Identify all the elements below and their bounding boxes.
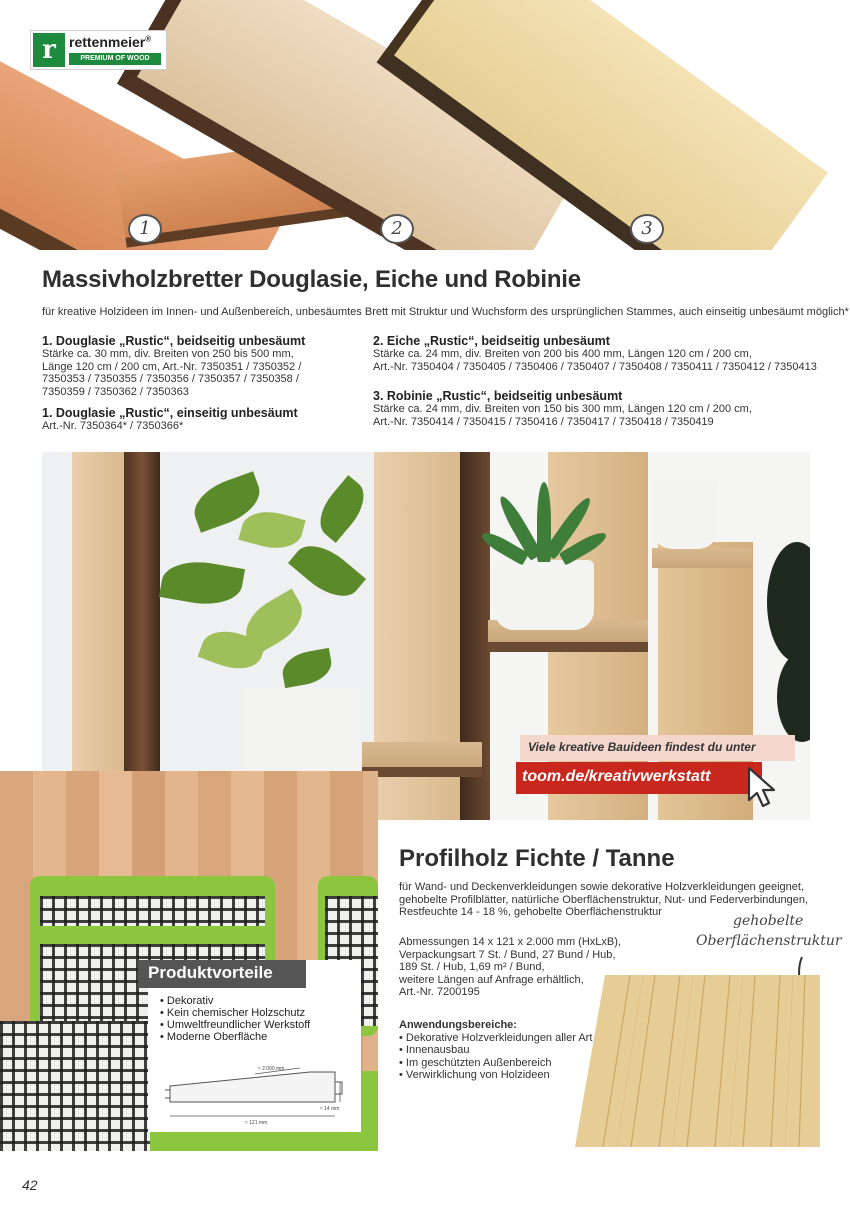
product-robinie xyxy=(373,389,752,428)
list-item: • Dekorative Holzverkleidungen aller Art xyxy=(399,1031,593,1044)
length-dimension: ≈ 2.000 mm xyxy=(258,1066,285,1072)
handwritten-note-line1: gehobelte xyxy=(733,913,804,929)
list-item: • Innenausbau xyxy=(399,1044,470,1056)
width-dimension: ≈ 121 mm xyxy=(245,1120,268,1126)
product-line: Art.-Nr. 7350404 / 7350405 / 7350406 / 7350407 / 7350408 / 7350411 / 7350412 / 7350413 xyxy=(373,360,817,373)
promo-text: Viele kreative Bauideen findest du unter xyxy=(528,740,756,754)
produktvorteile-list xyxy=(160,995,310,1043)
profilholz-title: Profilholz Fichte / Tanne xyxy=(399,845,675,872)
thickness-dimension: ≈ 14 mm xyxy=(320,1106,340,1112)
product-line: 7350359 / 7350362 / 7350363 xyxy=(42,385,189,398)
logo-mark: r xyxy=(33,33,65,67)
registered-mark: ® xyxy=(145,34,152,44)
produktvorteile-header xyxy=(138,960,306,988)
board-number-1: 1 xyxy=(128,214,162,244)
logo-tagline: PREMIUM OF WOOD xyxy=(69,53,161,65)
board-number-2: 2 xyxy=(380,214,414,244)
product-line: 7350353 / 7350355 / 7350356 / 7350357 / 7350358 / xyxy=(42,373,299,385)
product-line: Stärke ca. 24 mm, div. Breiten von 150 bis 300 mm, Längen 120 cm / 200 cm, xyxy=(373,403,752,415)
product-title: 1. Douglasie „Rustic“, beidseitig unbesäumt xyxy=(42,334,306,348)
product-title: 2. Eiche „Rustic“, beidseitig unbesäumt xyxy=(373,334,610,348)
product-line: Art.-Nr. 7350364* / 7350366* xyxy=(42,420,184,432)
logo-name: rettenmeier xyxy=(69,34,146,50)
page-title: Massivholzbretter Douglasie, Eiche und Robinie xyxy=(42,266,581,293)
list-item: • Kein chemischer Holzschutz xyxy=(160,1007,306,1019)
list-item: • Verwirklichung von Holzideen xyxy=(399,1069,550,1081)
product-line: Stärke ca. 24 mm, div. Breiten von 200 bis 400 mm, Längen 120 cm / 200 cm, xyxy=(373,348,752,360)
product-line: Stärke ca. 30 mm, div. Breiten von 250 bis 500 mm, xyxy=(42,348,294,360)
product-line: Länge 120 cm / 200 cm, Art.-Nr. 7350351 / 7350352 / xyxy=(42,360,302,373)
anwendungsbereiche xyxy=(399,1019,592,1082)
produktvorteile-title: Produktvorteile xyxy=(148,963,273,982)
product-title: 1. Douglasie „Rustic“, einseitig unbesäumt xyxy=(42,406,298,420)
list-item: • Umweltfreundlicher Werkstoff xyxy=(160,1019,311,1031)
product-title: 3. Robinie „Rustic“, beidseitig unbesäumt xyxy=(373,389,623,403)
anwendung-title: Anwendungsbereiche: xyxy=(399,1019,517,1031)
product-douglasie-einseitig xyxy=(42,406,298,433)
intro-text: für kreative Holzideen im Innen- und Außenbereich, unbesäumtes Brett mit Struktur und Wuchsform des ursprünglichen Stammes, auch einseitig unbesäumt möglich* xyxy=(42,306,849,318)
profilholz-description: für Wand- und Deckenverkleidungen sowie dekorative Holzverkleidungen geeignet, gehobelte Profilblätter, natürliche Oberflächenstruktur, Nut- und Federverbindungen, Restfeuchte 14 - 18 %, gehobelte Oberflächenstruktur xyxy=(399,881,809,918)
board-number-3: 3 xyxy=(630,214,664,244)
product-douglasie-beidseitig xyxy=(42,334,305,398)
profilholz-panel-photo xyxy=(575,975,820,1147)
list-item: • Moderne Oberfläche xyxy=(160,1031,268,1043)
promo-banner xyxy=(520,735,795,761)
product-line: Art.-Nr. 7350414 / 7350415 / 7350416 / 7350417 / 7350418 / 7350419 xyxy=(373,415,714,428)
cursor-arrow-icon xyxy=(745,766,781,808)
list-item: • Im geschützten Außenbereich xyxy=(399,1056,552,1069)
handwritten-note-line2: Oberflächenstruktur xyxy=(696,933,842,949)
list-item: • Dekorativ xyxy=(160,995,214,1007)
promo-link-text[interactable]: toom.de/kreativwerkstatt xyxy=(522,768,711,785)
rettenmeier-logo xyxy=(30,30,167,70)
promo-link[interactable] xyxy=(516,762,762,794)
product-eiche xyxy=(373,334,817,373)
page-number: 42 xyxy=(22,1177,38,1193)
profile-diagram xyxy=(160,1058,350,1128)
profilholz-specs: Abmessungen 14 x 121 x 2.000 mm (HxLxB), Verpackungsart 7 St. / Bund, 27 Bund / Hub, 189 St. / Hub, 1,69 m² / Bund, weitere Längen auf Anfrage erhältlich, Art.-Nr. 7200195 xyxy=(399,936,621,998)
